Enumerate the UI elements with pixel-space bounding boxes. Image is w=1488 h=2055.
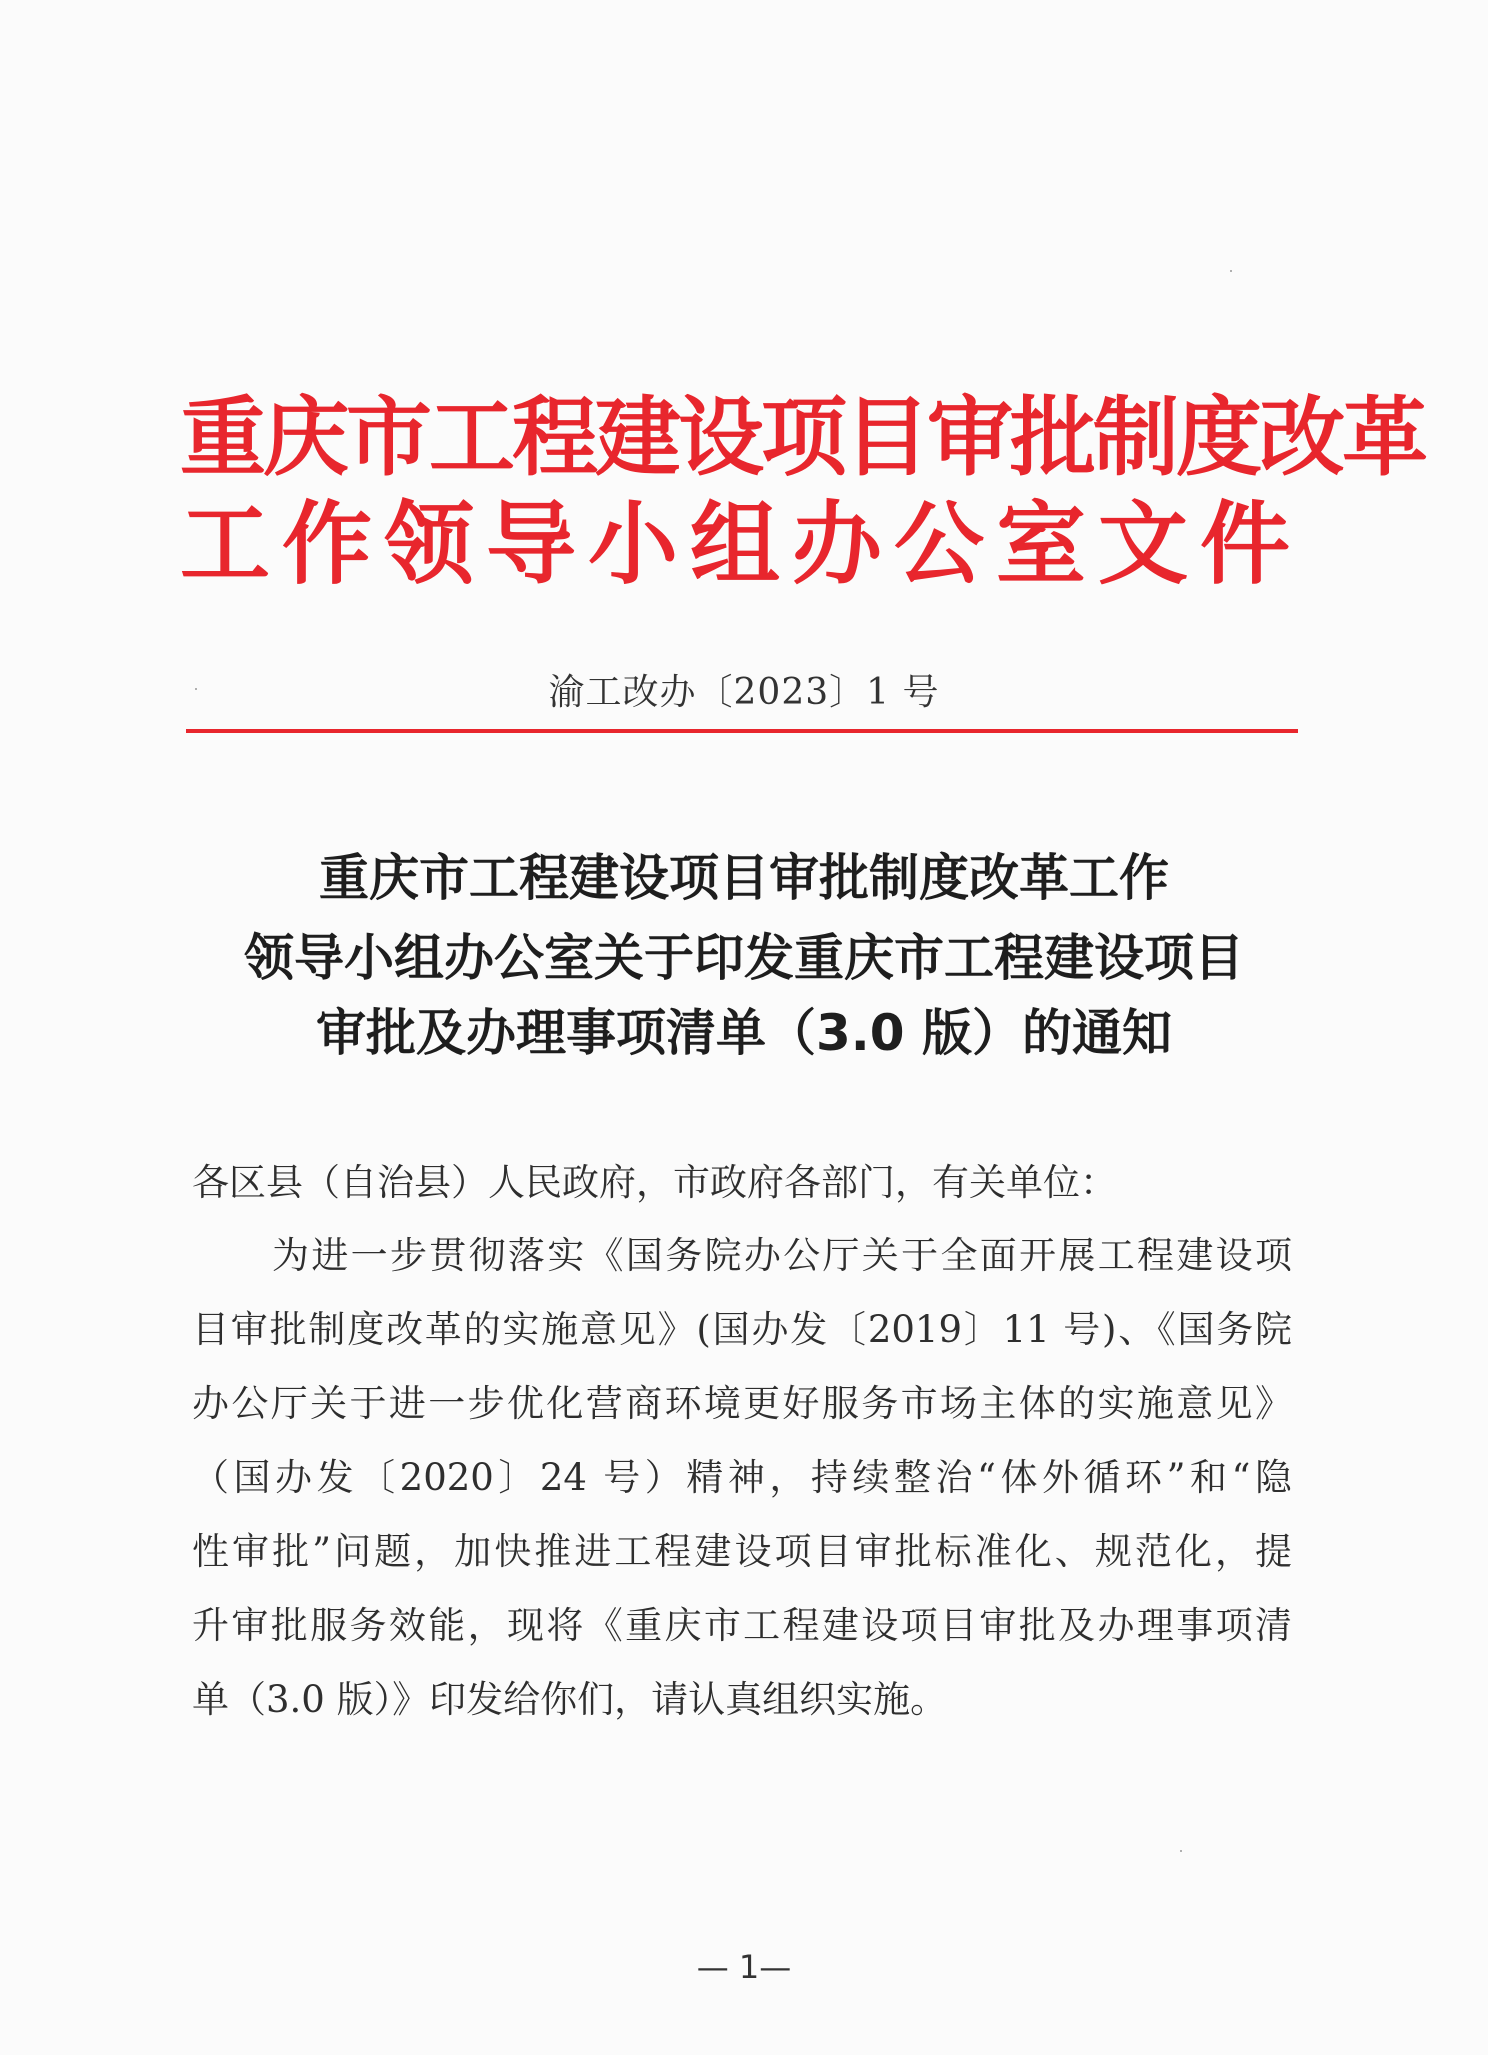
notice-title-line-2: 领导小组办公室关于印发重庆市工程建设项目 — [244, 929, 1244, 987]
masthead-line-1: 重庆市工程建设项目审批制度改革 — [180, 387, 1425, 488]
page-number: — 1— — [696, 1948, 792, 1986]
masthead-line-2: 工作领导小组办公室文件 — [180, 491, 1302, 597]
body-line-1: 为进一步贯彻落实《国务院办公厅关于全面开展工程建设项 — [272, 1234, 1292, 1277]
body-line-4: （国办发〔2020〕24 号）精神，持续整治“体外循环”和“隐 — [192, 1456, 1292, 1499]
body-line-6: 升审批服务效能，现将《重庆市工程建设项目审批及办理事项清 — [192, 1604, 1292, 1647]
notice-title-line-1: 重庆市工程建设项目审批制度改革工作 — [319, 849, 1169, 907]
body-line-7: 单（3.0 版）》印发给你们，请认真组织实施。 — [192, 1678, 948, 1721]
scan-speck — [1230, 270, 1232, 272]
scan-speck — [1180, 1850, 1182, 1852]
red-divider-line — [186, 729, 1298, 733]
document-number: 渝工改办〔2023〕1 号 — [548, 672, 940, 713]
salutation: 各区县（自治县）人民政府，市政府各部门，有关单位： — [192, 1161, 1117, 1204]
body-line-2: 目审批制度改革的实施意见》(国办发〔2019〕11 号)、《国务院 — [192, 1308, 1292, 1351]
notice-title-line-3: 审批及办理事项清单（3.0 版）的通知 — [316, 1004, 1172, 1062]
scan-speck — [195, 688, 197, 690]
body-line-5: 性审批”问题，加快推进工程建设项目审批标准化、规范化，提 — [192, 1530, 1292, 1573]
body-line-3: 办公厅关于进一步优化营商环境更好服务市场主体的实施意见》 — [192, 1382, 1292, 1425]
